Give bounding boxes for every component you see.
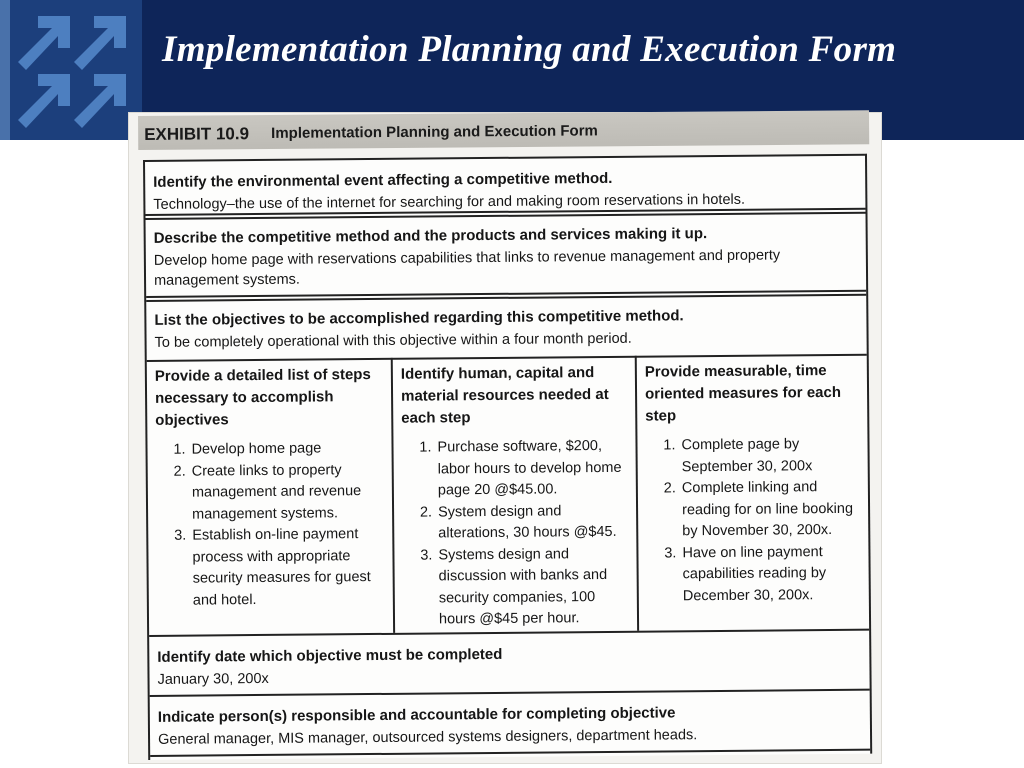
list-item: 1. Develop home page [189, 438, 385, 461]
planning-form [143, 154, 872, 760]
section-body: General manager, MIS manager, outsourced systems designers, department heads. [157, 727, 698, 748]
column-heading: Identify human, capital and material resources needed at each step [400, 364, 609, 427]
section-competitive-method [146, 212, 867, 298]
section-heading: Indicate person(s) responsible and accountable for completing objective [157, 704, 676, 726]
exhibit-header-bar [138, 110, 869, 150]
column-heading: Provide measurable, time oriented measures for each step [644, 362, 842, 425]
steps-table [147, 354, 869, 637]
list-item: 2. System design and alterations, 30 hours @$45. [436, 500, 630, 545]
list-item: 1. Purchase software, $200, labor hours to develop home page 20 @$45.00. [435, 436, 630, 502]
steps-list [155, 438, 386, 612]
column-steps [147, 358, 393, 635]
exhibit-title: Implementation Planning and Execution Form [271, 122, 598, 142]
section-body: To be completely operational with this objective within a four month period. [154, 330, 632, 351]
list-item: 2. Complete linking and reading for on line booking by November 30, 200x. [680, 477, 863, 543]
list-item: 1. Complete page by September 30, 200x [679, 434, 861, 479]
column-measures [635, 354, 869, 631]
list-item: 3. Systems design and discussion with banks and security companies, 100 hours @$45 per hour. [436, 543, 631, 631]
list-item: 2. Create links to property management and revenue management systems. [190, 459, 387, 525]
list-item: 3. Establish on-line payment process with appropriate security measures for guest and hotel. [190, 524, 387, 612]
section-objectives [146, 294, 867, 362]
section-heading: List the objectives to be accomplished regarding this competitive method. [154, 307, 684, 329]
section-heading: Identify the environmental event affecting a competitive method. [153, 169, 613, 191]
column-resources [391, 356, 637, 633]
list-item: 3. Have on line payment capabilities reading by December 30, 200x. [680, 541, 863, 607]
section-body: Technology–the use of the internet for searching for and making room reservations in hotels. [153, 191, 746, 213]
slide-title: Implementation Planning and Execution Form [162, 29, 897, 70]
exhibit-number: EXHIBIT 10.9 [144, 124, 250, 144]
column-heading: Provide a detailed list of steps necessary to accomplish objectives [154, 366, 371, 429]
section-heading: Describe the competitive method and the products and services making it up. [153, 225, 708, 247]
measures-list [645, 434, 862, 608]
section-completion-date [149, 631, 869, 697]
section-heading: Identify date which objective must be completed [157, 645, 503, 666]
arrows-logo-icon [0, 0, 142, 140]
section-body: January 30, 200x [157, 670, 269, 688]
resources-list [401, 436, 631, 631]
section-environmental-event [145, 154, 865, 216]
section-body: Develop home page with reservations capabilities that links to revenue management and property management systems. [153, 247, 781, 289]
section-responsible [150, 691, 870, 757]
